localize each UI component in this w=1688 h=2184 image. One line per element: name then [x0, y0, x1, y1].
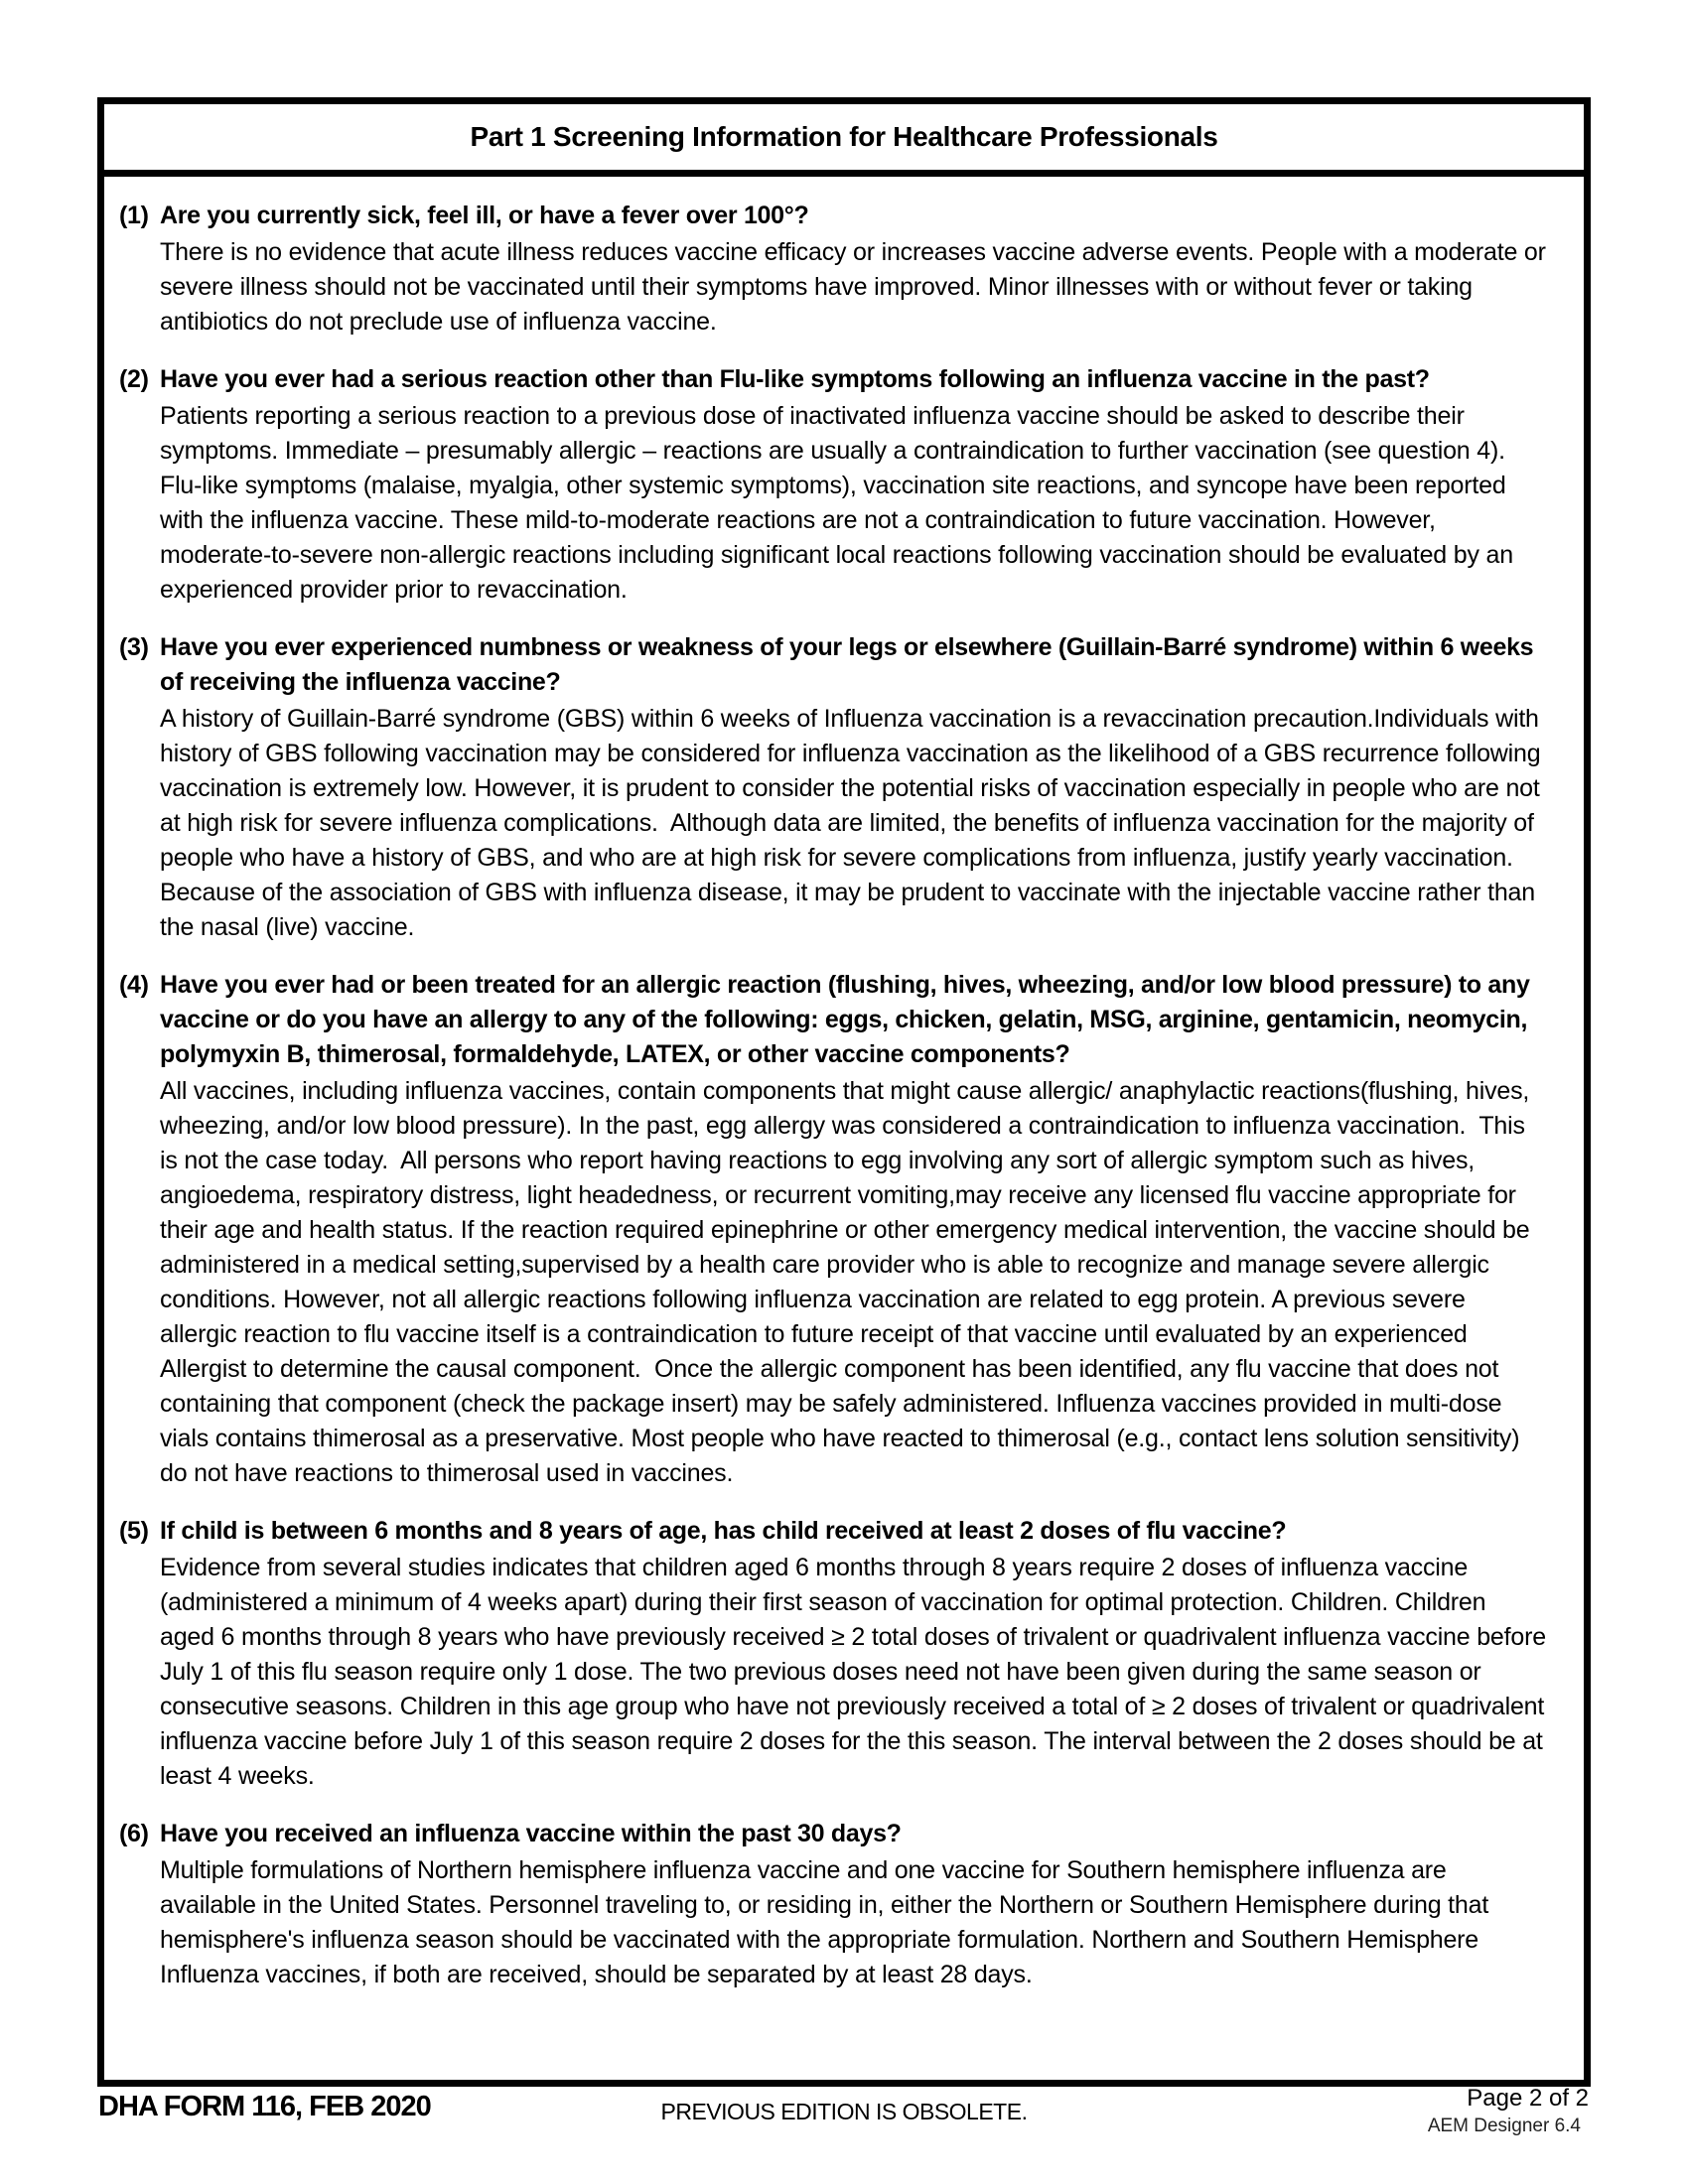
question-heading: Have you ever experienced numbness or weakness of your legs or elsewhere (Guillain-Barré syndrome) within 6 weeks of receiving the influenza vaccine?: [160, 633, 1534, 696]
form-header: [104, 104, 1584, 177]
question-block: [119, 1514, 1553, 1794]
question-heading-row: [119, 968, 1546, 1072]
question-block: [119, 199, 1553, 340]
question-number: (1): [119, 202, 149, 229]
question-heading: Have you ever had or been treated for an allergic reaction (flushing, hives, wheezing, and/or low blood pressure) to any vaccine or do you have an allergy to any of the following: eggs, chicken, gelatin, MSG, arginine, gentamicin, neomycin, polymyxin B, thimerosal, formaldehyde, LATEX, or other vaccine components?: [160, 971, 1530, 1068]
question-heading: Have you received an influenza vaccine within the past 30 days?: [160, 1820, 902, 1847]
question-heading: Have you ever had a serious reaction other than Flu-like symptoms following an influenza vaccine in the past?: [160, 365, 1430, 393]
page-title: Part 1 Screening Information for Healthcare Professionals: [470, 121, 1218, 152]
question-heading-row: [119, 1514, 1546, 1549]
footer-designer-note: AEM Designer 6.4: [1427, 2116, 1581, 2136]
question-number: (4): [119, 971, 149, 999]
question-body: All vaccines, including influenza vaccines, contain components that might cause allergic/ anaphylactic reactions(flushing, hives, wheezing, and/or low blood pressure). In the past, egg allergy was considered a contraindication to influenza vaccination. This is not the case today. All persons who report having reactions to egg involving any sort of allergic symptom such as hives, angioedema, respiratory distress, light headedness, or recurrent vomiting,may receive any licensed flu vaccine appropriate for their age and health status. If the reaction required epinephrine or other emergency medical intervention, the vaccine should be administered in a medical setting,supervised by a health care provider who is able to recognize and manage severe allergic conditions. However, not all allergic reactions following influenza vaccination are related to egg protein. A previous severe allergic reaction to flu vaccine itself is a contraindication to future receipt of that vaccine until evaluated by an experienced Allergist to determine the causal component. Once the allergic component has been identified, any flu vaccine that does not containing that component (check the package insert) may be safely administered. Influenza vaccines provided in multi-dose vials contains thimerosal as a preservative. Most people who have reacted to thimerosal (e.g., contact lens solution sensitivity) do not have reactions to thimerosal used in vaccines.: [160, 1077, 1537, 1487]
footer-form-id: DHA FORM 116, FEB 2020: [98, 2091, 431, 2122]
question-number: (5): [119, 1517, 149, 1545]
question-body: Evidence from several studies indicates that children aged 6 months through 8 years require 2 doses of influenza vaccine (administered a minimum of 4 weeks apart) during their first season of vaccination for optimal protection. Children. Children aged 6 months through 8 years who have previously received ≥ 2 total doses of trivalent or quadrivalent influenza vaccine before July 1 of this flu season require only 1 dose. The two previous doses need not have been given during the same season or consecutive seasons. Children in this age group who have not previously received a total of ≥ 2 doses of trivalent or quadrivalent influenza vaccine before July 1 of this season require 2 doses for the this season. The interval between the 2 doses should be at least 4 weeks.: [160, 1554, 1553, 1790]
question-body: A history of Guillain-Barré syndrome (GBS) within 6 weeks of Influenza vaccination is a revaccination precaution.Individuals with history of GBS following vaccination may be considered for influenza vaccination as the likelihood of a GBS recurrence following vaccination is extremely low. However, it is prudent to consider the potential risks of vaccination especially in people who are not at high risk for severe influenza complications. Although data are limited, the benefits of influenza vaccination for the majority of people who have a history of GBS, and who are at high risk for severe complications from influenza, justify yearly vaccination. Because of the association of GBS with influenza disease, it may be prudent to vaccinate with the injectable vaccine rather than the nasal (live) vaccine.: [160, 705, 1548, 941]
question-block: [119, 630, 1546, 945]
question-number: (2): [119, 365, 149, 393]
question-body: Multiple formulations of Northern hemisphere influenza vaccine and one vaccine for Southern hemisphere influenza are available in the United States. Personnel traveling to, or residing in, either the Northern or Southern Hemisphere during that hemisphere's influenza season should be vaccinated with the appropriate formulation. Northern and Southern Hemisphere Influenza vaccines, if both are received, should be separated by at least 28 days.: [160, 1856, 1495, 1988]
question-number: (6): [119, 1820, 149, 1847]
question-heading-row: [119, 1817, 1546, 1851]
question-heading-row: [119, 630, 1546, 700]
question-block: [119, 362, 1546, 608]
footer-obsolete-note: PREVIOUS EDITION IS OBSOLETE.: [660, 2099, 1028, 2124]
question-number: (3): [119, 633, 149, 661]
question-heading: Are you currently sick, feel ill, or have a fever over 100°?: [160, 202, 809, 229]
question-heading: If child is between 6 months and 8 years of age, has child received at least 2 doses of flu vaccine?: [160, 1517, 1287, 1545]
question-heading-row: [119, 362, 1546, 397]
form-border-box: [97, 97, 1591, 2087]
footer-page-number: Page 2 of 2: [1467, 2085, 1589, 2112]
question-body: Patients reporting a serious reaction to a previous dose of inactivated influenza vaccine should be asked to describe their symptoms. Immediate – presumably allergic – reactions are usually a contraindication to further vaccination (see question 4). Flu-like symptoms (malaise, myalgia, other systemic symptoms), vaccination site reactions, and syncope have been reported with the influenza vaccine. These mild-to-moderate reactions are not a contraindication to future vaccination. However, moderate-to-severe non-allergic reactions including significant local reactions following vaccination should be evaluated by an experienced provider prior to revaccination.: [160, 402, 1520, 604]
questions-list: [104, 177, 1584, 1992]
question-block: [119, 968, 1546, 1491]
question-body: There is no evidence that acute illness reduces vaccine efficacy or increases vaccine adverse events. People with a moderate or severe illness should not be vaccinated until their symptoms have improved. Minor illnesses with or without fever or taking antibiotics do not preclude use of influenza vaccine.: [160, 238, 1553, 336]
question-block: [119, 1817, 1546, 1992]
question-heading-row: [119, 199, 1546, 233]
